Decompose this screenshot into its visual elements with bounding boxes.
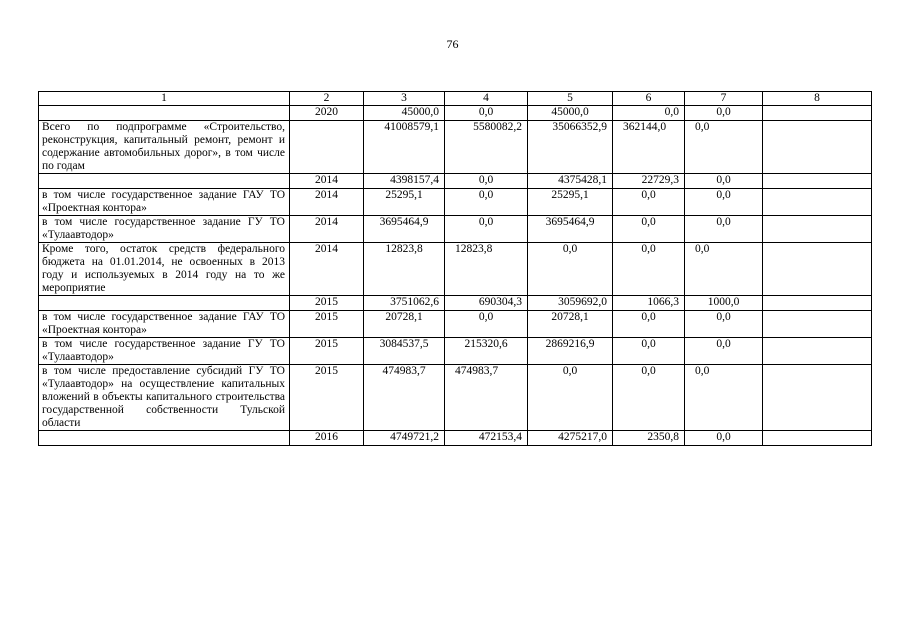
row-value-c7: 0,0 (685, 121, 763, 174)
row-year: 2014 (290, 243, 364, 296)
header-cell-2: 2 (290, 92, 364, 106)
row-value-c3: 3751062,6 (364, 296, 445, 311)
table-row (39, 243, 872, 296)
row-description: в том числе предоставление субсидий ГУ ТО «Тулаавтодор» на осуществление капитальных вложений в объекты капитального строительства государственной собственности Тульской области (39, 365, 290, 431)
row-year (290, 121, 364, 174)
row-value-c4: 0,0 (445, 189, 528, 216)
table-row (39, 338, 872, 365)
row-value-c6: 0,0 (613, 189, 685, 216)
row-value-c3: 25295,1 (364, 189, 445, 216)
row-description: Всего по подпрограмме «Строительство, реконструкция, капитальный ремонт, ремонт и содержание автомобильных дорог», в том числе по годам (39, 121, 290, 174)
row-value-c5: 2869216,9 (528, 338, 613, 365)
row-value-c8 (763, 243, 872, 296)
row-value-c3: 4398157,4 (364, 174, 445, 189)
row-value-c6: 0,0 (613, 311, 685, 338)
table-row (39, 216, 872, 243)
row-value-c3: 12823,8 (364, 243, 445, 296)
row-value-c8 (763, 311, 872, 338)
budget-table (38, 91, 872, 446)
row-value-c4: 0,0 (445, 311, 528, 338)
row-value-c3: 41008579,1 (364, 121, 445, 174)
row-value-c5: 4275217,0 (528, 431, 613, 446)
row-value-c6: 1066,3 (613, 296, 685, 311)
row-year: 2015 (290, 365, 364, 431)
row-year: 2014 (290, 174, 364, 189)
row-value-c3: 3695464,9 (364, 216, 445, 243)
row-value-c8 (763, 296, 872, 311)
row-value-c8 (763, 121, 872, 174)
page-number: 76 (446, 37, 459, 51)
row-value-c6: 2350,8 (613, 431, 685, 446)
row-description: в том числе государственное задание ГУ ТО «Тулаавтодор» (39, 338, 290, 365)
header-cell-1: 1 (39, 92, 290, 106)
row-value-c7: 0,0 (685, 431, 763, 446)
row-description: Кроме того, остаток средств федерального бюджета на 01.01.2014, не освоенных в 2013 году и используемых в 2014 году на то же мероприятие (39, 243, 290, 296)
row-value-c4: 472153,4 (445, 431, 528, 446)
row-value-c7: 0,0 (685, 106, 763, 121)
row-value-c4: 0,0 (445, 106, 528, 121)
row-value-c8 (763, 216, 872, 243)
row-description: в том числе государственное задание ГАУ ТО «Проектная контора» (39, 189, 290, 216)
row-value-c4: 0,0 (445, 216, 528, 243)
row-value-c5: 4375428,1 (528, 174, 613, 189)
row-year: 2020 (290, 106, 364, 121)
row-value-c7: 0,0 (685, 365, 763, 431)
row-value-c4: 12823,8 (445, 243, 528, 296)
table-row (39, 174, 872, 189)
header-cell-5: 5 (528, 92, 613, 106)
row-value-c8 (763, 189, 872, 216)
row-value-c7: 0,0 (685, 311, 763, 338)
row-value-c5: 45000,0 (528, 106, 613, 121)
row-description (39, 296, 290, 311)
row-description: в том числе государственное задание ГУ ТО «Тулаавтодор» (39, 216, 290, 243)
row-value-c3: 20728,1 (364, 311, 445, 338)
row-value-c4: 5580082,2 (445, 121, 528, 174)
row-value-c8 (763, 174, 872, 189)
row-value-c7: 1000,0 (685, 296, 763, 311)
row-value-c7: 0,0 (685, 189, 763, 216)
header-cell-3: 3 (364, 92, 445, 106)
row-description (39, 431, 290, 446)
row-value-c6: 0,0 (613, 243, 685, 296)
row-value-c5: 25295,1 (528, 189, 613, 216)
row-value-c8 (763, 106, 872, 121)
row-value-c7: 0,0 (685, 338, 763, 365)
table-row (39, 189, 872, 216)
row-year: 2016 (290, 431, 364, 446)
row-year: 2015 (290, 311, 364, 338)
row-description (39, 106, 290, 121)
row-value-c5: 0,0 (528, 243, 613, 296)
header-cell-4: 4 (445, 92, 528, 106)
row-value-c3: 3084537,5 (364, 338, 445, 365)
row-year: 2014 (290, 189, 364, 216)
row-value-c6: 0,0 (613, 338, 685, 365)
table-row (39, 106, 872, 121)
row-description (39, 174, 290, 189)
row-value-c6: 0,0 (613, 106, 685, 121)
row-value-c7: 0,0 (685, 174, 763, 189)
row-value-c6: 362144,0 (613, 121, 685, 174)
row-value-c4: 0,0 (445, 174, 528, 189)
row-description: в том числе государственное задание ГАУ ТО «Проектная контора» (39, 311, 290, 338)
row-value-c5: 20728,1 (528, 311, 613, 338)
row-value-c4: 690304,3 (445, 296, 528, 311)
row-value-c5: 3059692,0 (528, 296, 613, 311)
row-value-c8 (763, 338, 872, 365)
row-value-c4: 215320,6 (445, 338, 528, 365)
row-value-c5: 35066352,9 (528, 121, 613, 174)
header-cell-6: 6 (613, 92, 685, 106)
header-cell-7: 7 (685, 92, 763, 106)
table-row (39, 311, 872, 338)
table-row (39, 431, 872, 446)
header-cell-8: 8 (763, 92, 872, 106)
row-value-c5: 3695464,9 (528, 216, 613, 243)
table-row (39, 365, 872, 431)
row-year: 2014 (290, 216, 364, 243)
row-year: 2015 (290, 296, 364, 311)
row-value-c8 (763, 431, 872, 446)
row-value-c8 (763, 365, 872, 431)
row-value-c6: 22729,3 (613, 174, 685, 189)
row-value-c5: 0,0 (528, 365, 613, 431)
table-row (39, 121, 872, 174)
row-value-c6: 0,0 (613, 365, 685, 431)
row-year: 2015 (290, 338, 364, 365)
row-value-c6: 0,0 (613, 216, 685, 243)
row-value-c3: 45000,0 (364, 106, 445, 121)
row-value-c3: 474983,7 (364, 365, 445, 431)
table-row (39, 296, 872, 311)
row-value-c7: 0,0 (685, 216, 763, 243)
row-value-c7: 0,0 (685, 243, 763, 296)
table-header-row (39, 92, 872, 106)
row-value-c4: 474983,7 (445, 365, 528, 431)
row-value-c3: 4749721,2 (364, 431, 445, 446)
